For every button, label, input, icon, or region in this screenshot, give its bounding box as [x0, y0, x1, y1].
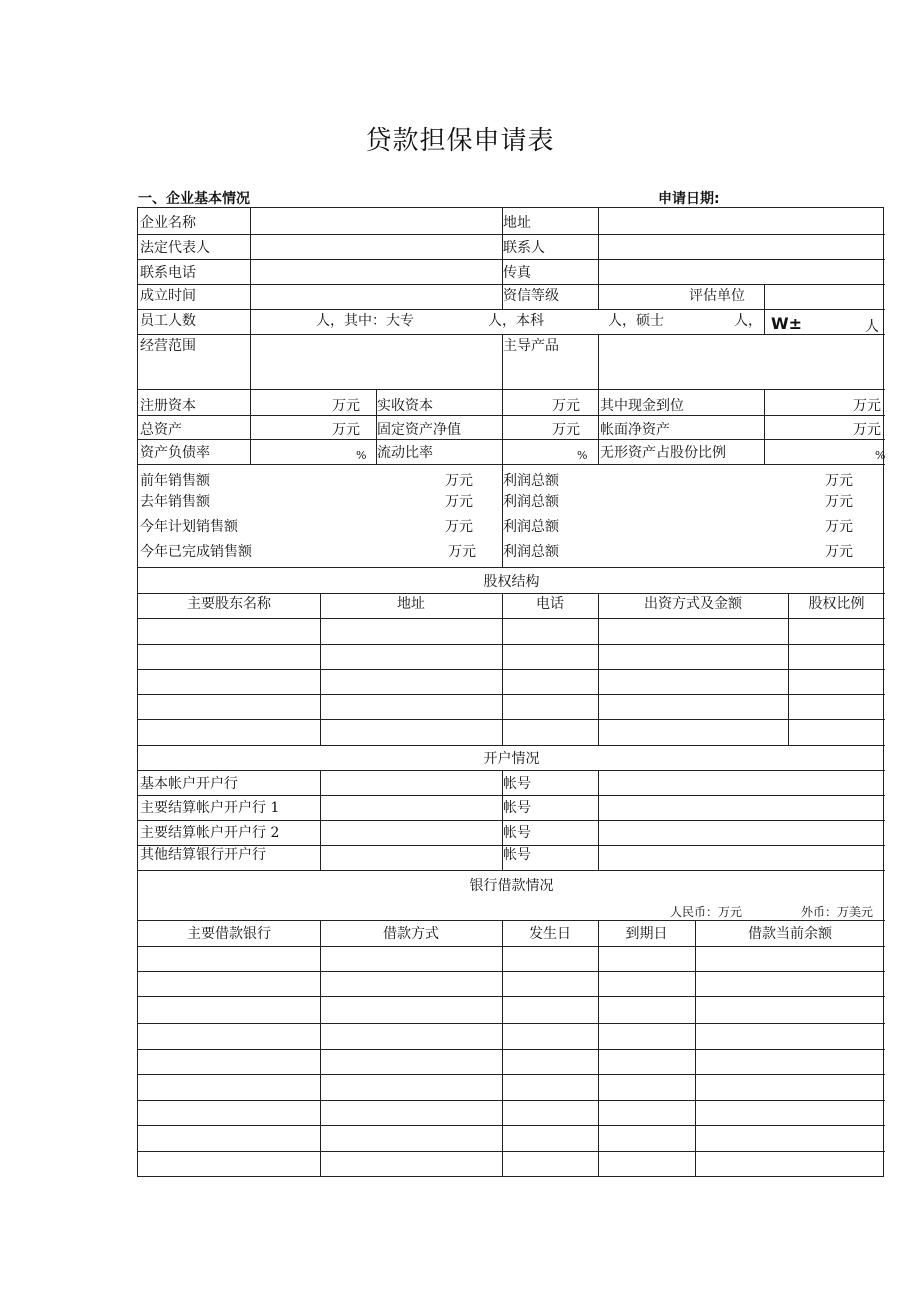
- label-fax: 传真: [503, 265, 531, 281]
- label-main-products: 主导产品: [503, 338, 559, 354]
- label-founded: 成立时间: [140, 288, 196, 304]
- label-cash-in-place: 其中现金到位: [600, 398, 684, 414]
- unit-wan: 万元: [552, 422, 580, 438]
- unit-wan: 万元: [825, 519, 853, 535]
- application-form-table: [137, 207, 884, 1177]
- label-company-name: 企业名称: [140, 215, 196, 231]
- label-staff-count: 员工人数: [140, 313, 196, 329]
- unit-wan: 万元: [448, 544, 476, 560]
- staff-unit-5: 人: [865, 319, 879, 335]
- loans-title: 银行借款情况: [469, 878, 554, 894]
- unit-pct: %: [356, 449, 367, 462]
- unit-wan: 万元: [825, 544, 853, 560]
- label-account-no: 帐号: [503, 825, 531, 841]
- label-scope: 经营范围: [140, 338, 196, 354]
- label-account-no: 帐号: [503, 776, 531, 792]
- loans-rmb-unit: 人民币：万元: [670, 905, 743, 919]
- col-header: 股权比例: [808, 596, 865, 612]
- unit-wan: 万元: [445, 473, 473, 489]
- unit-wan: 万元: [853, 422, 881, 438]
- unit-wan: 万元: [825, 494, 853, 510]
- label-account-no: 帐号: [503, 847, 531, 863]
- staff-unit-1: 人，其中：大专: [316, 313, 414, 329]
- col-header: 电话: [536, 596, 564, 612]
- label-paid-capital: 实收资本: [377, 398, 433, 414]
- col-header: 借款方式: [383, 926, 439, 942]
- unit-wan: 万元: [445, 519, 473, 535]
- label-address: 地址: [503, 215, 531, 231]
- label-profit: 利润总额: [503, 519, 559, 535]
- form-title: 贷款担保申请表: [365, 126, 555, 156]
- label-intangible-ratio: 无形资产占股份比例: [600, 445, 726, 461]
- unit-wan: 万元: [853, 398, 881, 414]
- loans-fx-unit: 外币：万美元: [801, 905, 874, 919]
- col-header: 借款当前余额: [748, 926, 832, 942]
- unit-wan: 万元: [332, 422, 360, 438]
- label-phone: 联系电话: [140, 265, 196, 281]
- section-heading: 一、企业基本情况: [138, 191, 250, 207]
- label-sales: 去年销售额: [140, 494, 210, 510]
- label-legal-rep: 法定代表人: [140, 240, 210, 256]
- unit-wan: 万元: [825, 473, 853, 489]
- apply-date-label: 申请日期:: [658, 191, 720, 207]
- label-book-net: 帐面净资产: [600, 422, 670, 438]
- equity-title: 股权结构: [483, 574, 540, 590]
- label-sales: 前年销售额: [140, 473, 210, 489]
- label-contact: 联系人: [503, 240, 545, 256]
- unit-pct: %: [577, 449, 588, 462]
- staff-unit-3: 人，硕士: [608, 313, 664, 329]
- staff-unit-4: 人，: [734, 313, 762, 329]
- label-fixed-net: 固定资产净值: [377, 422, 461, 438]
- col-header: 地址: [397, 596, 425, 612]
- unit-wan: 万元: [552, 398, 580, 414]
- unit-pct: %: [875, 449, 886, 462]
- label-reg-capital: 注册资本: [140, 398, 196, 414]
- label-credit-rating: 资信等级: [503, 288, 559, 304]
- account-row-label: 主要结算帐户开户行 1: [140, 800, 280, 816]
- accounts-title: 开户情况: [483, 751, 540, 767]
- unit-wan: 万元: [445, 494, 473, 510]
- label-profit: 利润总额: [503, 544, 559, 560]
- label-profit: 利润总额: [503, 473, 559, 489]
- label-account-no: 帐号: [503, 800, 531, 816]
- col-header: 出资方式及金额: [644, 596, 742, 612]
- staff-unit-2: 人，本科: [488, 313, 544, 329]
- label-debt-ratio: 资产负债率: [140, 445, 210, 461]
- col-header: 到期日: [625, 926, 668, 942]
- account-row-label: 基本帐户开户行: [140, 776, 238, 792]
- col-header: 发生日: [529, 926, 571, 942]
- col-header: 主要借款银行: [187, 926, 271, 942]
- label-total-assets: 总资产: [140, 422, 182, 438]
- account-row-label: 主要结算帐户开户行 2: [140, 825, 280, 841]
- label-rating-agency: 评估单位: [689, 288, 745, 304]
- label-current-ratio: 流动比率: [377, 445, 433, 461]
- label-profit: 利润总额: [503, 494, 559, 510]
- account-row-label: 其他结算银行开户行: [140, 847, 266, 863]
- col-header: 主要股东名称: [187, 596, 271, 612]
- staff-w: W±: [771, 314, 803, 333]
- unit-wan: 万元: [332, 398, 360, 414]
- label-sales: 今年计划销售额: [140, 519, 238, 535]
- label-sales: 今年已完成销售额: [140, 544, 252, 560]
